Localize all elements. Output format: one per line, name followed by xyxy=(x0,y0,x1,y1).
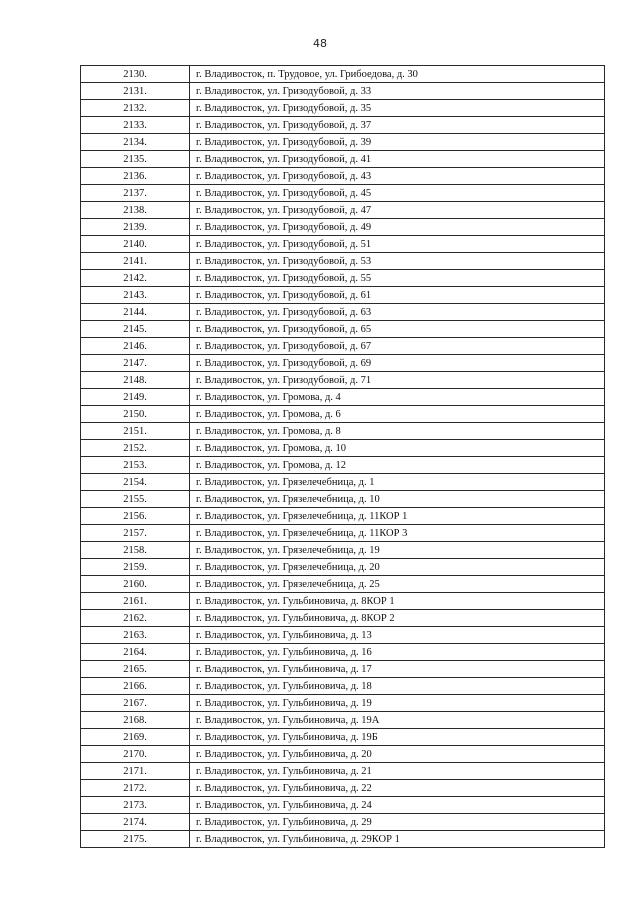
address-cell: г. Владивосток, ул. Грязелечебница, д. 1 xyxy=(190,474,605,491)
table-row xyxy=(81,678,605,695)
table-row xyxy=(81,83,605,100)
address-cell: г. Владивосток, ул. Гульбиновича, д. 20 xyxy=(190,746,605,763)
table-row xyxy=(81,151,605,168)
table-row xyxy=(81,202,605,219)
table-row xyxy=(81,746,605,763)
address-cell: г. Владивосток, ул. Гризодубовой, д. 35 xyxy=(190,100,605,117)
table-row xyxy=(81,389,605,406)
address-cell: г. Владивосток, ул. Грязелечебница, д. 19 xyxy=(190,542,605,559)
address-cell: г. Владивосток, ул. Гульбиновича, д. 24 xyxy=(190,797,605,814)
table-row xyxy=(81,644,605,661)
address-cell: г. Владивосток, ул. Громова, д. 10 xyxy=(190,440,605,457)
address-cell: г. Владивосток, ул. Гризодубовой, д. 45 xyxy=(190,185,605,202)
address-cell: г. Владивосток, ул. Гризодубовой, д. 49 xyxy=(190,219,605,236)
table-row xyxy=(81,593,605,610)
row-number-cell: 2165. xyxy=(81,661,190,678)
address-cell: г. Владивосток, ул. Гризодубовой, д. 39 xyxy=(190,134,605,151)
table-row xyxy=(81,508,605,525)
row-number-cell: 2161. xyxy=(81,593,190,610)
row-number-cell: 2164. xyxy=(81,644,190,661)
row-number-cell: 2152. xyxy=(81,440,190,457)
row-number-cell: 2156. xyxy=(81,508,190,525)
table-row xyxy=(81,780,605,797)
table-row xyxy=(81,406,605,423)
address-cell: г. Владивосток, ул. Грязелечебница, д. 20 xyxy=(190,559,605,576)
row-number-cell: 2141. xyxy=(81,253,190,270)
table-row xyxy=(81,457,605,474)
address-cell: г. Владивосток, ул. Громова, д. 6 xyxy=(190,406,605,423)
address-cell: г. Владивосток, ул. Гризодубовой, д. 71 xyxy=(190,372,605,389)
table-row xyxy=(81,797,605,814)
table-row xyxy=(81,559,605,576)
table-row xyxy=(81,134,605,151)
table-row xyxy=(81,423,605,440)
address-table-body xyxy=(81,66,605,848)
row-number-cell: 2140. xyxy=(81,236,190,253)
address-cell: г. Владивосток, ул. Гульбиновича, д. 21 xyxy=(190,763,605,780)
address-cell: г. Владивосток, ул. Гризодубовой, д. 41 xyxy=(190,151,605,168)
row-number-cell: 2166. xyxy=(81,678,190,695)
row-number-cell: 2139. xyxy=(81,219,190,236)
address-cell: г. Владивосток, ул. Громова, д. 12 xyxy=(190,457,605,474)
table-row xyxy=(81,100,605,117)
table-row xyxy=(81,695,605,712)
row-number-cell: 2145. xyxy=(81,321,190,338)
row-number-cell: 2173. xyxy=(81,797,190,814)
row-number-cell: 2148. xyxy=(81,372,190,389)
address-cell: г. Владивосток, ул. Гризодубовой, д. 63 xyxy=(190,304,605,321)
table-row xyxy=(81,321,605,338)
table-row xyxy=(81,372,605,389)
address-cell: г. Владивосток, ул. Гризодубовой, д. 51 xyxy=(190,236,605,253)
table-row xyxy=(81,763,605,780)
row-number-cell: 2150. xyxy=(81,406,190,423)
table-row xyxy=(81,355,605,372)
table-row xyxy=(81,338,605,355)
row-number-cell: 2170. xyxy=(81,746,190,763)
row-number-cell: 2133. xyxy=(81,117,190,134)
row-number-cell: 2154. xyxy=(81,474,190,491)
address-cell: г. Владивосток, ул. Громова, д. 4 xyxy=(190,389,605,406)
table-row xyxy=(81,661,605,678)
table-row xyxy=(81,270,605,287)
address-cell: г. Владивосток, ул. Гризодубовой, д. 55 xyxy=(190,270,605,287)
table-row xyxy=(81,627,605,644)
table-row xyxy=(81,474,605,491)
row-number-cell: 2135. xyxy=(81,151,190,168)
table-row xyxy=(81,525,605,542)
address-cell: г. Владивосток, ул. Гульбиновича, д. 19Б xyxy=(190,729,605,746)
table-row xyxy=(81,542,605,559)
row-number-cell: 2159. xyxy=(81,559,190,576)
address-cell: г. Владивосток, ул. Гризодубовой, д. 65 xyxy=(190,321,605,338)
row-number-cell: 2162. xyxy=(81,610,190,627)
address-cell: г. Владивосток, ул. Гризодубовой, д. 69 xyxy=(190,355,605,372)
table-row xyxy=(81,304,605,321)
table-row xyxy=(81,576,605,593)
row-number-cell: 2163. xyxy=(81,627,190,644)
address-cell: г. Владивосток, ул. Громова, д. 8 xyxy=(190,423,605,440)
table-row xyxy=(81,440,605,457)
row-number-cell: 2155. xyxy=(81,491,190,508)
table-row xyxy=(81,831,605,848)
address-cell: г. Владивосток, ул. Гульбиновича, д. 16 xyxy=(190,644,605,661)
row-number-cell: 2174. xyxy=(81,814,190,831)
row-number-cell: 2136. xyxy=(81,168,190,185)
row-number-cell: 2142. xyxy=(81,270,190,287)
table-row xyxy=(81,491,605,508)
address-cell: г. Владивосток, ул. Грязелечебница, д. 25 xyxy=(190,576,605,593)
row-number-cell: 2171. xyxy=(81,763,190,780)
address-cell: г. Владивосток, ул. Грязелечебница, д. 11КОР 1 xyxy=(190,508,605,525)
table-row xyxy=(81,219,605,236)
address-cell: г. Владивосток, ул. Гульбиновича, д. 29 xyxy=(190,814,605,831)
row-number-cell: 2149. xyxy=(81,389,190,406)
address-cell: г. Владивосток, ул. Гризодубовой, д. 53 xyxy=(190,253,605,270)
address-cell: г. Владивосток, ул. Гульбиновича, д. 8КОР 1 xyxy=(190,593,605,610)
address-cell: г. Владивосток, п. Трудовое, ул. Грибоедова, д. 30 xyxy=(190,66,605,83)
row-number-cell: 2146. xyxy=(81,338,190,355)
table-row xyxy=(81,66,605,83)
address-cell: г. Владивосток, ул. Гризодубовой, д. 61 xyxy=(190,287,605,304)
row-number-cell: 2143. xyxy=(81,287,190,304)
row-number-cell: 2144. xyxy=(81,304,190,321)
table-row xyxy=(81,287,605,304)
page-number: 48 xyxy=(313,37,327,50)
row-number-cell: 2138. xyxy=(81,202,190,219)
address-cell: г. Владивосток, ул. Гульбиновича, д. 19А xyxy=(190,712,605,729)
row-number-cell: 2172. xyxy=(81,780,190,797)
row-number-cell: 2175. xyxy=(81,831,190,848)
row-number-cell: 2134. xyxy=(81,134,190,151)
address-cell: г. Владивосток, ул. Гульбиновича, д. 22 xyxy=(190,780,605,797)
address-table xyxy=(80,65,605,848)
address-cell: г. Владивосток, ул. Гульбиновича, д. 18 xyxy=(190,678,605,695)
table-row xyxy=(81,168,605,185)
row-number-cell: 2131. xyxy=(81,83,190,100)
row-number-cell: 2151. xyxy=(81,423,190,440)
address-cell: г. Владивосток, ул. Грязелечебница, д. 10 xyxy=(190,491,605,508)
row-number-cell: 2168. xyxy=(81,712,190,729)
table-row xyxy=(81,729,605,746)
address-cell: г. Владивосток, ул. Гульбиновича, д. 8КОР 2 xyxy=(190,610,605,627)
address-cell: г. Владивосток, ул. Гризодубовой, д. 43 xyxy=(190,168,605,185)
row-number-cell: 2147. xyxy=(81,355,190,372)
address-cell: г. Владивосток, ул. Гризодубовой, д. 67 xyxy=(190,338,605,355)
row-number-cell: 2160. xyxy=(81,576,190,593)
table-row xyxy=(81,814,605,831)
row-number-cell: 2157. xyxy=(81,525,190,542)
address-cell: г. Владивосток, ул. Гризодубовой, д. 47 xyxy=(190,202,605,219)
row-number-cell: 2132. xyxy=(81,100,190,117)
address-cell: г. Владивосток, ул. Гульбиновича, д. 29КОР 1 xyxy=(190,831,605,848)
table-row xyxy=(81,236,605,253)
address-cell: г. Владивосток, ул. Гульбиновича, д. 13 xyxy=(190,627,605,644)
row-number-cell: 2130. xyxy=(81,66,190,83)
row-number-cell: 2153. xyxy=(81,457,190,474)
address-cell: г. Владивосток, ул. Гризодубовой, д. 33 xyxy=(190,83,605,100)
table-row xyxy=(81,253,605,270)
row-number-cell: 2167. xyxy=(81,695,190,712)
table-row xyxy=(81,712,605,729)
address-cell: г. Владивосток, ул. Грязелечебница, д. 11КОР 3 xyxy=(190,525,605,542)
address-cell: г. Владивосток, ул. Гульбиновича, д. 17 xyxy=(190,661,605,678)
row-number-cell: 2169. xyxy=(81,729,190,746)
address-cell: г. Владивосток, ул. Гризодубовой, д. 37 xyxy=(190,117,605,134)
table-row xyxy=(81,610,605,627)
address-cell: г. Владивосток, ул. Гульбиновича, д. 19 xyxy=(190,695,605,712)
table-row xyxy=(81,185,605,202)
row-number-cell: 2137. xyxy=(81,185,190,202)
row-number-cell: 2158. xyxy=(81,542,190,559)
table-row xyxy=(81,117,605,134)
